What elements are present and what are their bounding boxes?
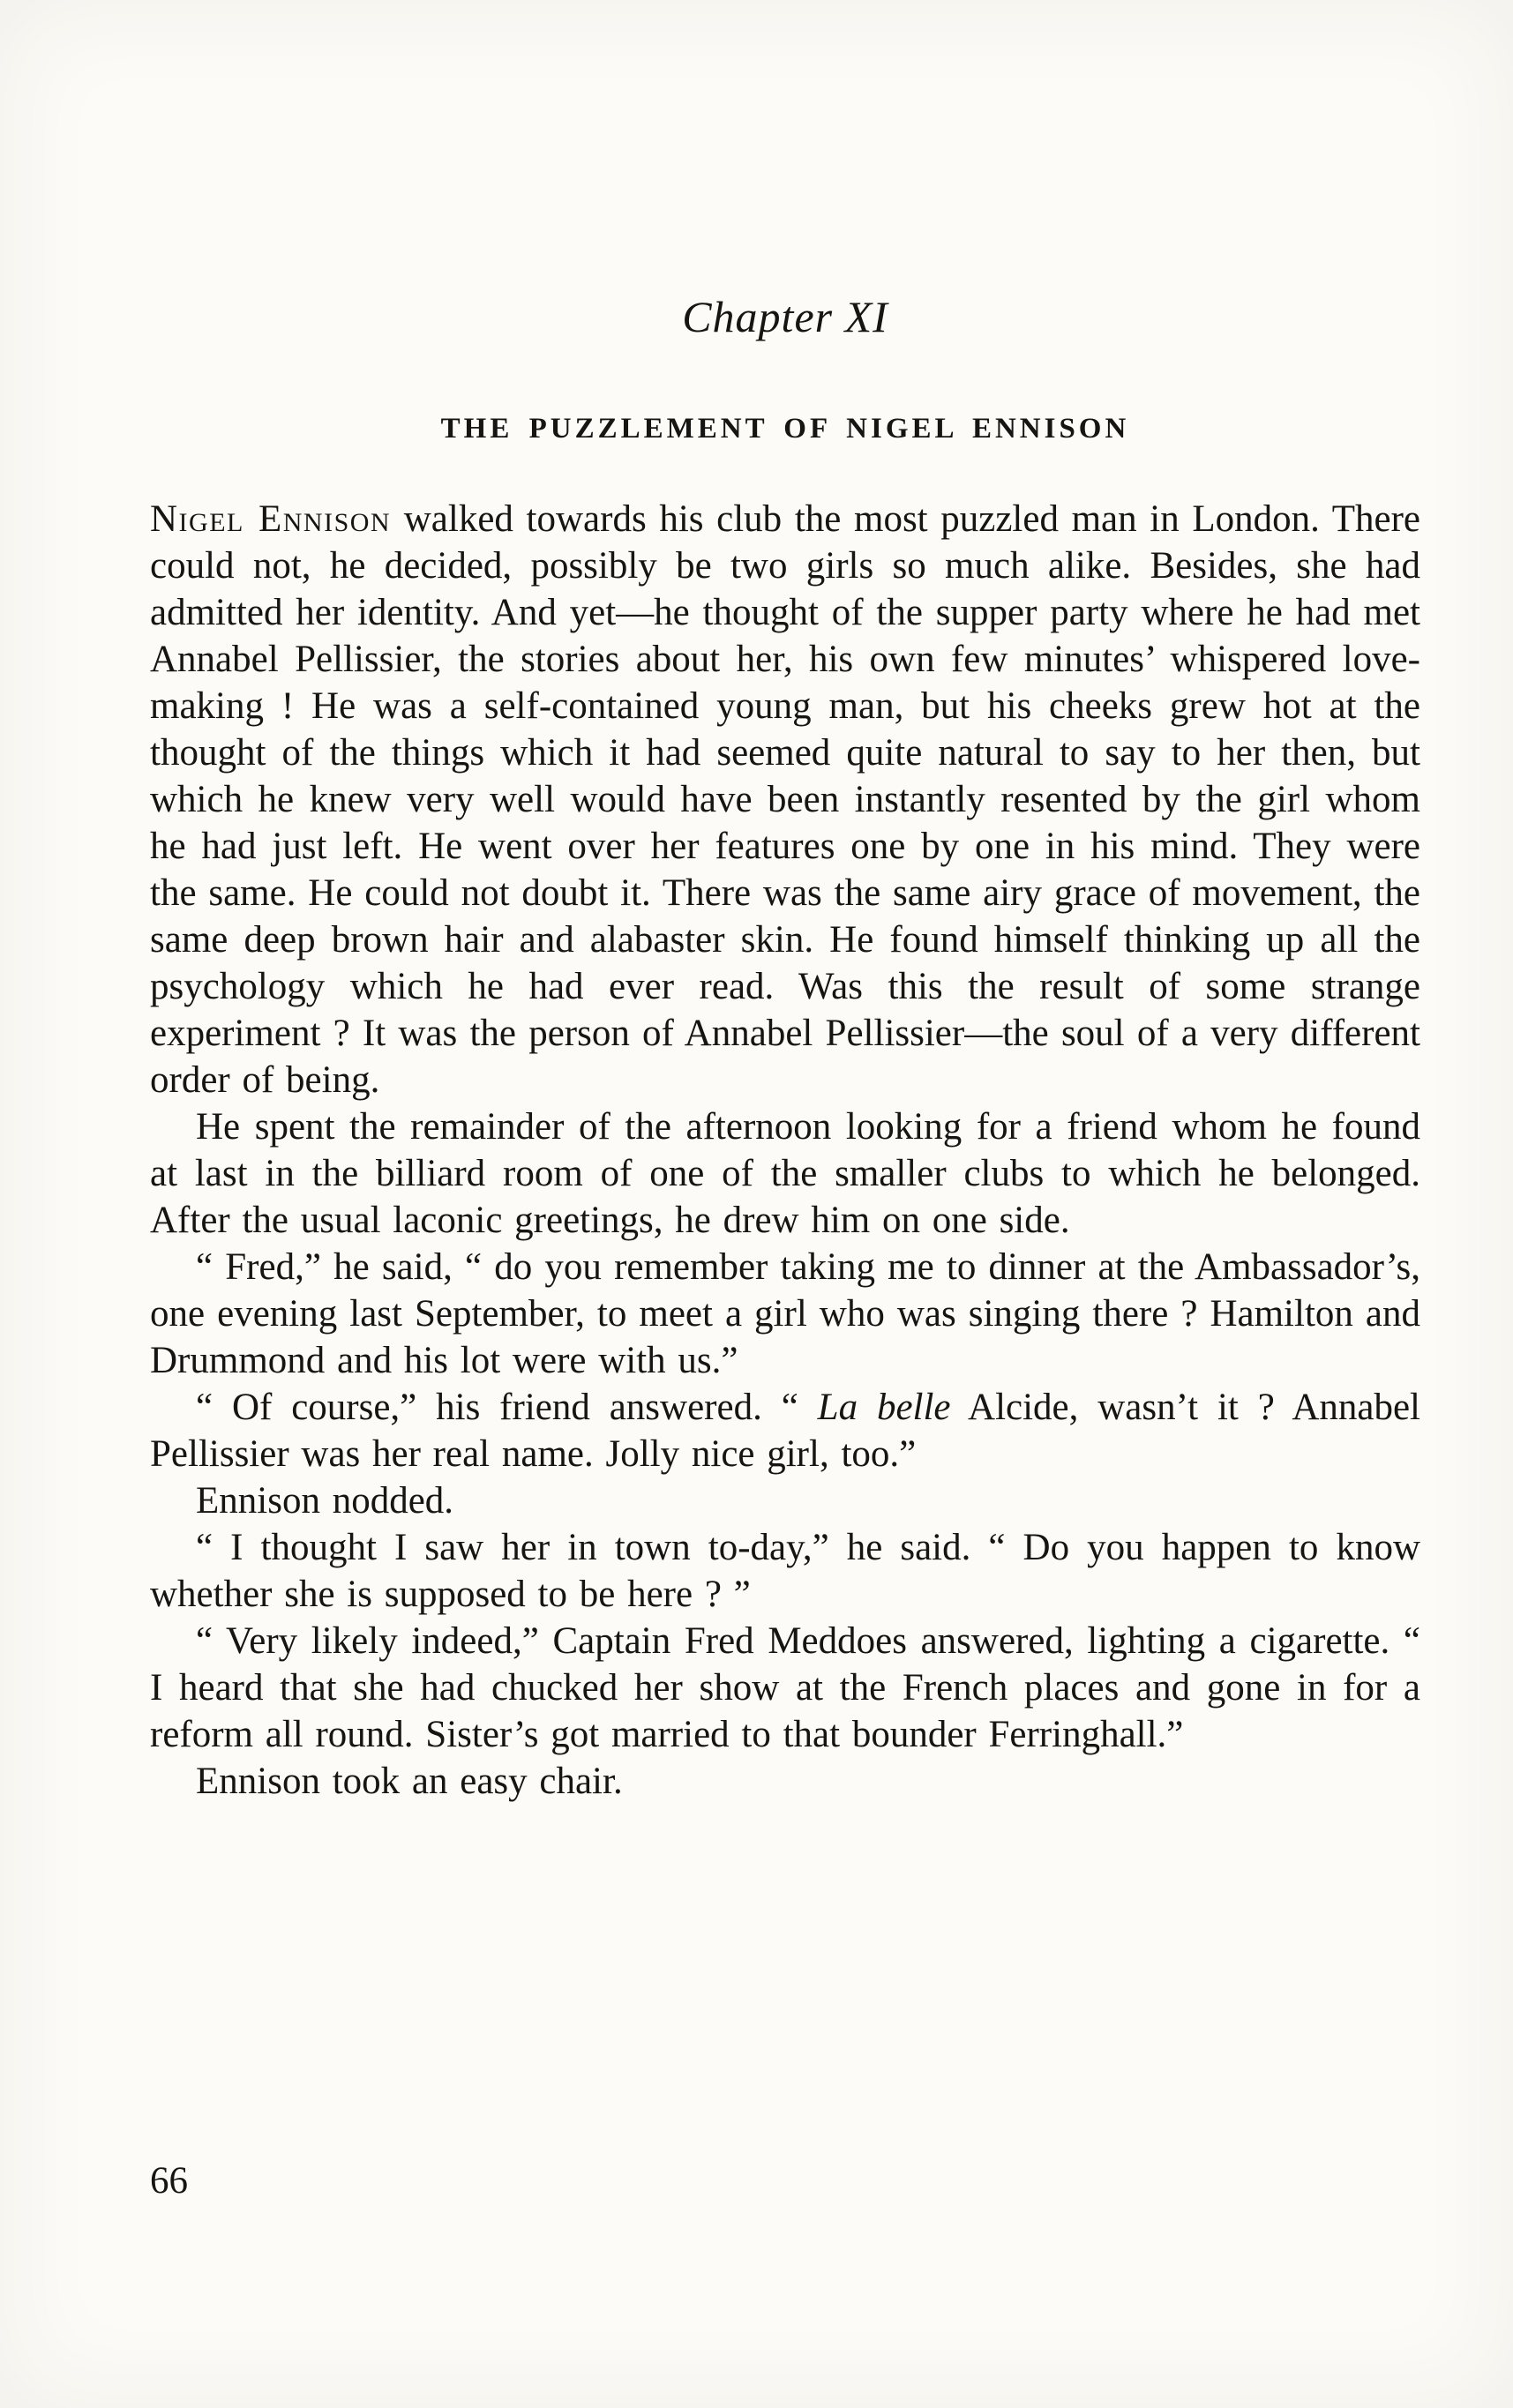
paragraph-3: “ Fred,” he said, “ do you remember taking me to dinner at the Ambassador’s, one evening last September, to meet a girl who was singing there ? Hamilton and Drummond and his lot were with us.” — [150, 1246, 1420, 1381]
paragraph-8: Ennison took an easy chair. — [196, 1761, 623, 1802]
paragraph-6: “ I thought I saw her in town to-day,” he said. “ Do you happen to know whether she is supposed to be here ? ” — [150, 1527, 1420, 1615]
character-name-smallcaps: Nigel Ennison — [150, 498, 392, 540]
paragraph-2: He spent the remainder of the afternoon looking for a friend whom he found at last in the billiard room of one of the smaller clubs to which he belonged. After the usual laconic greetings, he drew him on one side. — [150, 1106, 1420, 1241]
paragraph-1-text: walked towards his club the most puzzled man in London. There could not, he decided, possibly be two girls so much alike. Besides, she had admitted her identity. And yet—he thought of the supper party where he had met Annabel Pellissier, the stories about her, his own few minutes’ whispered love-making ! He was a self-contained young man, but his cheeks grew hot at the thought of the things which it had seemed quite natural to say to her then, but which he knew very well would have been instantly resented by the girl whom he had just left. He went over her features one by one in his mind. They were the same. He could not doubt it. There was the same airy grace of movement, the same deep brown hair and alabaster skin. He found himself thinking up all the psychology which he had ever read. Was this the result of some strange experiment ? It was the person of Annabel Pellissier—the soul of a very different order of being. — [150, 498, 1420, 1101]
paragraph-5: Ennison nodded. — [196, 1480, 454, 1522]
paragraph-4-post: Alcide, wasn’t it ? Annabel Pellissier was her real name. Jolly nice girl, too.” — [150, 1387, 1420, 1475]
chapter-title: Chapter XI — [682, 292, 888, 341]
chapter-subtitle: THE PUZZLEMENT OF NIGEL ENNISON — [440, 413, 1130, 445]
paragraph-4 — [150, 1384, 1420, 1477]
paragraph-4-italic-phrase: La belle — [817, 1387, 951, 1428]
paragraph-7: “ Very likely indeed,” Captain Fred Meddoes answered, lighting a cigarette. “ I heard that she had chucked her show at the French places and gone in for a reform all round. Sister’s got married to that bounder Ferringhall.” — [150, 1620, 1420, 1755]
page-number: 66 — [150, 2160, 188, 2202]
paragraph-1 — [150, 496, 1420, 1103]
text-block — [150, 496, 1420, 1805]
paragraph-4-pre: “ Of course,” his friend answered. “ — [196, 1387, 818, 1428]
